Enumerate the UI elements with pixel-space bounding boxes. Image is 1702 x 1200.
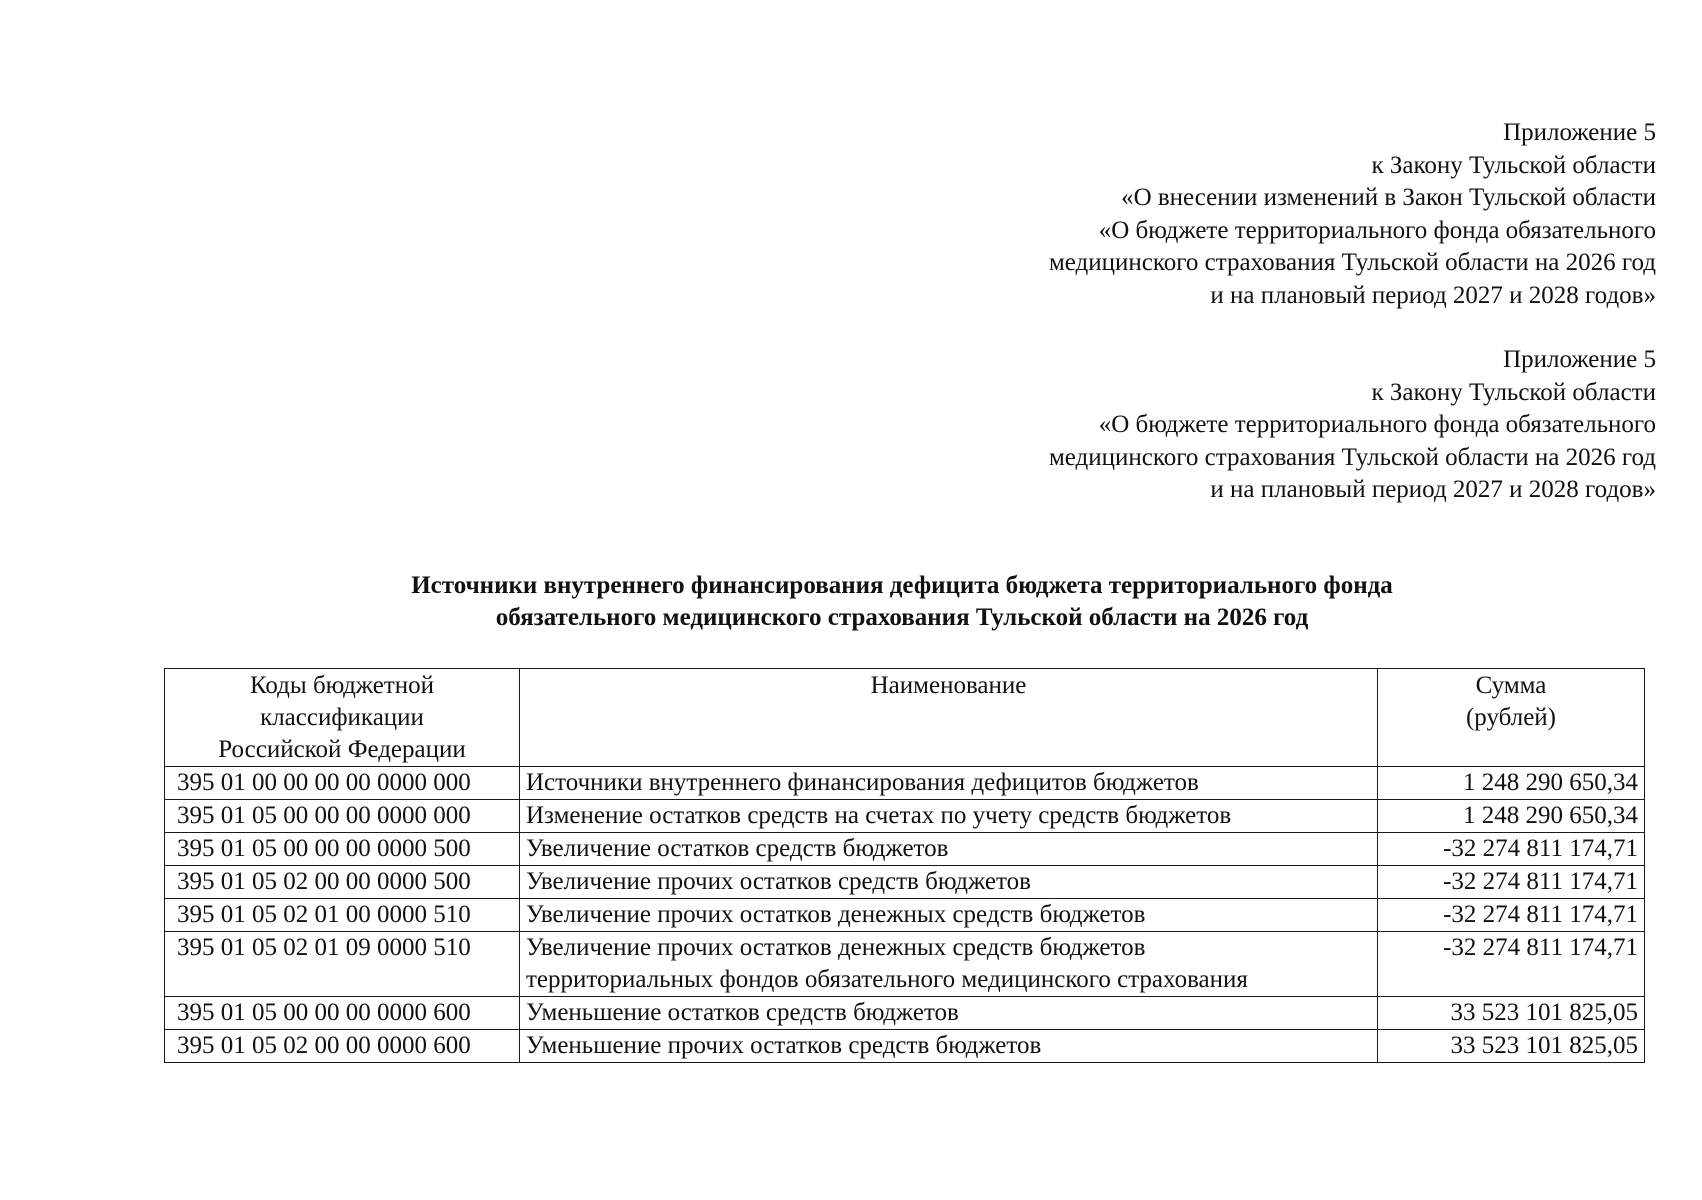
budget-code-cell: 395 01 00 00 00 00 0000 000 <box>165 767 520 800</box>
appendix-line: Приложение 5 <box>1503 119 1656 146</box>
header-code <box>165 669 520 767</box>
amount-cell: 1 248 290 650,34 <box>1378 800 1645 833</box>
appendix-original-reference <box>756 344 1656 507</box>
item-name-cell <box>520 932 1378 997</box>
amount-cell: -32 274 811 174,71 <box>1378 899 1645 932</box>
amount-cell: 1 248 290 650,34 <box>1378 767 1645 800</box>
table-row <box>165 866 1645 899</box>
item-name-line: территориальных фондов обязательного медицинского страхования <box>526 966 1248 993</box>
table-row <box>165 932 1645 997</box>
table-row <box>165 997 1645 1030</box>
budget-code-cell: 395 01 05 02 01 09 0000 510 <box>165 932 520 997</box>
table-row <box>165 833 1645 866</box>
header-code-line: Российской Федерации <box>218 736 466 763</box>
budget-code-cell: 395 01 05 02 00 00 0000 600 <box>165 1030 520 1063</box>
header-name: Наименование <box>520 669 1378 767</box>
header-code-line: Коды бюджетной <box>249 672 435 699</box>
item-name-cell <box>520 866 1378 899</box>
table-row <box>165 1030 1645 1063</box>
amount-cell: -32 274 811 174,71 <box>1378 866 1645 899</box>
amount-cell: -32 274 811 174,71 <box>1378 932 1645 997</box>
appendix-line: Приложение 5 <box>1503 346 1656 373</box>
item-name-cell <box>520 997 1378 1030</box>
appendix-line: и на плановый период 2027 и 2028 годов» <box>1210 476 1656 503</box>
appendix-line: к Закону Тульской области <box>1371 151 1656 179</box>
item-name-line: Уменьшение прочих остатков средств бюджетов <box>526 1032 1042 1059</box>
amount-cell: -32 274 811 174,71 <box>1378 833 1645 866</box>
appendix-line: «О бюджете территориального фонда обязательного <box>1098 216 1656 244</box>
header-amount <box>1378 669 1645 767</box>
item-name-line: Увеличение прочих остатков денежных средств бюджетов <box>526 901 1146 928</box>
item-name-line: Увеличение остатков средств бюджетов <box>526 835 949 862</box>
item-name-cell <box>520 800 1378 833</box>
amount-cell: 33 523 101 825,05 <box>1378 997 1645 1030</box>
amount-cell: 33 523 101 825,05 <box>1378 1030 1645 1063</box>
title-line: обязательного медицинского страхования Тульской области на 2026 год <box>495 604 1309 631</box>
budget-code-cell: 395 01 05 00 00 00 0000 500 <box>165 833 520 866</box>
table-row <box>165 800 1645 833</box>
item-name-line: Увеличение прочих остатков денежных средств бюджетов <box>526 934 1146 961</box>
item-name-line: Уменьшение остатков средств бюджетов <box>526 999 959 1026</box>
appendix-line: «О бюджете территориального фонда обязательного <box>1098 411 1656 438</box>
item-name-line: Источники внутреннего финансирования дефицитов бюджетов <box>526 769 1199 796</box>
item-name-cell <box>520 899 1378 932</box>
appendix-line: медицинского страхования Тульской области на 2026 год <box>1048 443 1656 471</box>
item-name-cell <box>520 767 1378 800</box>
item-name-cell <box>520 833 1378 866</box>
table-body <box>165 767 1645 1063</box>
budget-code-cell: 395 01 05 00 00 00 0000 600 <box>165 997 520 1030</box>
appendix-line: медицинского страхования Тульской области на 2026 год <box>1048 249 1656 276</box>
title-line: Источники внутреннего финансирования дефицита бюджета территориального фонда <box>411 572 1393 599</box>
item-name-cell <box>520 1030 1378 1063</box>
table-row <box>165 767 1645 800</box>
appendix-line: «О внесении изменений в Закон Тульской области <box>1121 184 1656 211</box>
header-code-line: классификации <box>260 704 424 731</box>
budget-code-cell: 395 01 05 02 00 00 0000 500 <box>165 866 520 899</box>
header-amount-line: Сумма <box>1475 672 1547 699</box>
header-amount-line: (рублей) <box>1465 704 1557 731</box>
appendix-amendment-reference <box>756 117 1656 312</box>
item-name-line: Изменение остатков средств на счетах по учету средств бюджетов <box>526 802 1232 829</box>
financing-sources-table <box>164 668 1645 1063</box>
budget-code-cell: 395 01 05 02 01 00 0000 510 <box>165 899 520 932</box>
appendix-line: к Закону Тульской области <box>1371 378 1656 406</box>
budget-code-cell: 395 01 05 00 00 00 0000 000 <box>165 800 520 833</box>
table-header-row <box>165 669 1645 767</box>
table-row <box>165 899 1645 932</box>
appendix-line: и на плановый период 2027 и 2028 годов» <box>1210 281 1656 309</box>
document-title <box>160 570 1644 634</box>
item-name-line: Увеличение прочих остатков средств бюджетов <box>526 868 1031 895</box>
